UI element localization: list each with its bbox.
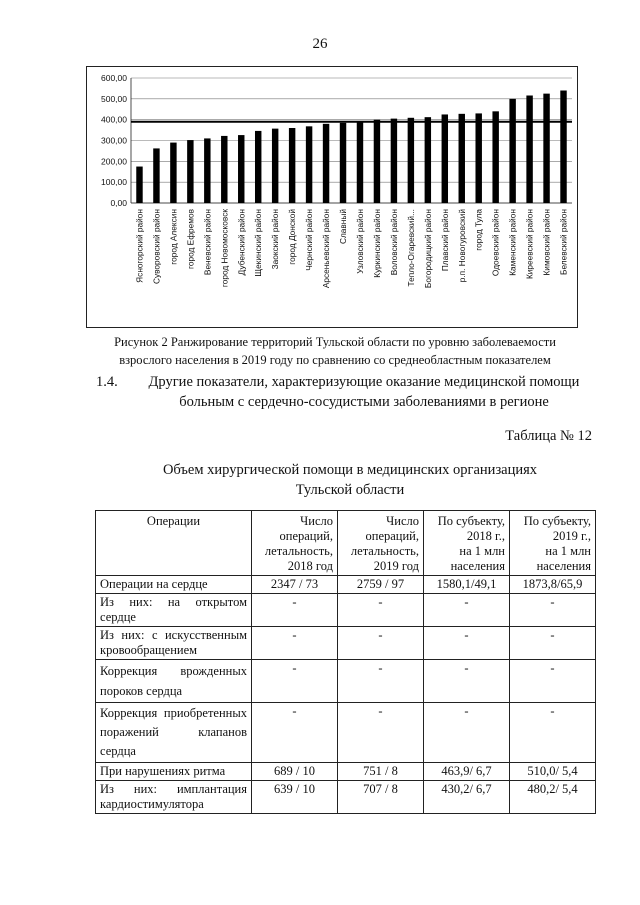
section-number: 1.4.: [96, 374, 118, 390]
cell-value: -: [338, 594, 424, 627]
x-tick-label: город Алексин: [168, 209, 179, 265]
cell-value: 1873,8/65,9: [510, 576, 596, 594]
x-tick-label: р.п. Новогуровский: [456, 209, 467, 283]
cell-value: -: [252, 703, 338, 763]
bar: [153, 148, 159, 203]
table-row: [96, 576, 596, 594]
section-title-line-2: больным с сердечно-сосудистыми заболеваниями в регионе: [179, 394, 549, 410]
y-tick-label: 100,00: [101, 177, 127, 188]
bar: [323, 124, 329, 203]
cell-value: -: [338, 703, 424, 763]
x-tick-label: город Новомосковск: [219, 209, 230, 288]
x-tick-label: Белевский район: [558, 209, 569, 275]
cell-value: 2347 / 73: [252, 576, 338, 594]
cell-value: -: [338, 660, 424, 703]
bar: [204, 138, 210, 203]
header-region-2019: По субъекту, 2019 г., на 1 млн населения: [510, 511, 596, 576]
bar: [374, 120, 380, 203]
header-count-2018: Число операций, летальность, 2018 год: [252, 511, 338, 576]
y-tick-label: 400,00: [101, 114, 127, 125]
table-row: [96, 781, 596, 814]
cell-value: 480,2/ 5,4: [510, 781, 596, 814]
table-title-line-1: Объем хирургической помощи в медицинских организациях: [162, 462, 538, 478]
bar: [425, 117, 431, 203]
x-tick-label: Дубенский район: [236, 209, 247, 276]
cell-value: 510,0/ 5,4: [510, 763, 596, 781]
table-row: [96, 763, 596, 781]
table-row: [96, 594, 596, 627]
chart-frame: [87, 67, 578, 328]
y-tick-label: 500,00: [101, 93, 127, 104]
cell-value: -: [424, 660, 510, 703]
figure-caption-line-1: Рисунок 2 Ранжирование территорий Тульской области по уровню заболеваемости: [114, 335, 556, 349]
page-number: 26: [312, 36, 328, 52]
y-tick-label: 300,00: [101, 135, 127, 146]
x-tick-label: Чернский район: [304, 209, 315, 271]
x-tick-label: город Ефремов: [185, 209, 196, 269]
table-header-row: [96, 511, 596, 576]
cell-value: 639 / 10: [252, 781, 338, 814]
cell-value: -: [252, 660, 338, 703]
x-tick-label: Киреевский район: [524, 209, 535, 280]
x-tick-label: Тепло-Огаревский...: [405, 209, 416, 287]
x-tick-label: Одоевский район: [490, 209, 501, 277]
cell-value: -: [424, 703, 510, 763]
cell-value: -: [510, 660, 596, 703]
surgery-volume-table: [95, 510, 596, 814]
x-tick-label: Узловский район: [354, 209, 365, 274]
x-tick-label: Суворовский район: [151, 209, 162, 285]
row-label: Из них: на открытом сердце: [96, 594, 252, 627]
bar: [475, 113, 481, 203]
cell-value: 1580,1/49,1: [424, 576, 510, 594]
cell-value: -: [424, 627, 510, 660]
figure-caption-line-2: взрослого населения в 2019 году по сравнению со среднеобластным показателем: [119, 353, 551, 367]
bar: [560, 91, 566, 204]
table-row: [96, 627, 596, 660]
cell-value: 463,9/ 6,7: [424, 763, 510, 781]
bar: [408, 118, 414, 203]
bar: [543, 94, 549, 203]
y-tick-label: 200,00: [101, 156, 127, 167]
table-row: [96, 703, 596, 763]
x-tick-label: Славный: [338, 209, 349, 245]
bar: [492, 111, 498, 203]
cell-value: -: [252, 594, 338, 627]
ranking-bar-chart: [86, 66, 578, 328]
x-tick-label: Щекинский район: [253, 209, 264, 277]
bar: [136, 167, 142, 203]
bar: [306, 126, 312, 203]
cell-value: -: [510, 594, 596, 627]
bar: [442, 114, 448, 203]
x-tick-label: город Донской: [287, 209, 298, 265]
cell-value: 430,2/ 6,7: [424, 781, 510, 814]
x-tick-label: Ясногорский район: [134, 209, 145, 283]
bar: [221, 136, 227, 203]
x-tick-label: Арсеньевский район: [321, 208, 332, 289]
row-label: Из них: имплантация кардиостимулятора: [96, 781, 252, 814]
y-tick-label: 0,00: [110, 198, 127, 208]
table-row: [96, 660, 596, 703]
row-label: Операции на сердце: [96, 576, 252, 594]
x-tick-label: Воловский район: [388, 209, 399, 276]
bar: [391, 119, 397, 203]
cell-value: -: [510, 703, 596, 763]
cell-value: -: [510, 627, 596, 660]
bar: [238, 135, 244, 203]
bar: [170, 143, 176, 203]
x-tick-label: Каменский район: [507, 209, 518, 276]
row-label: Коррекция врожденных пороков сердца: [96, 660, 252, 703]
cell-value: 707 / 8: [338, 781, 424, 814]
cell-value: -: [338, 627, 424, 660]
bar: [255, 131, 261, 203]
x-tick-label: Богородицкий район: [422, 209, 433, 289]
bar: [187, 140, 193, 203]
cell-value: 751 / 8: [338, 763, 424, 781]
x-tick-label: Кимовский район: [541, 209, 552, 276]
header-region-2018: По субъекту, 2018 г., на 1 млн населения: [424, 511, 510, 576]
bar: [289, 128, 295, 203]
cell-value: -: [252, 627, 338, 660]
header-operations: Операции: [96, 511, 252, 576]
bar: [526, 96, 532, 204]
bar: [272, 129, 278, 203]
bar: [357, 122, 363, 203]
x-tick-label: Веневский район: [202, 209, 213, 276]
section-title-line-1: Другие показатели, характеризующие оказание медицинской помощи: [148, 374, 580, 390]
header-count-2019: Число операций, летальность, 2019 год: [338, 511, 424, 576]
x-tick-label: Куркинский район: [371, 209, 382, 278]
figure-caption: [100, 333, 570, 369]
cell-value: 689 / 10: [252, 763, 338, 781]
row-label: При нарушениях ритма: [96, 763, 252, 781]
table-title: [110, 460, 590, 500]
y-tick-label: 600,00: [101, 73, 127, 83]
cell-value: -: [424, 594, 510, 627]
x-tick-label: Плавский район: [439, 209, 450, 272]
table-number: Таблица № 12: [505, 428, 592, 444]
row-label: Из них: с искусственным кровообращением: [96, 627, 252, 660]
bar: [340, 123, 346, 203]
x-tick-label: город Тула: [473, 209, 484, 251]
bar: [509, 99, 515, 203]
x-tick-label: Заокский район: [270, 209, 281, 270]
cell-value: 2759 / 97: [338, 576, 424, 594]
row-label: Коррекция приобретенных поражений клапанов сердца: [96, 703, 252, 763]
bar: [459, 114, 465, 203]
table-title-line-2: Тульской области: [295, 482, 405, 498]
